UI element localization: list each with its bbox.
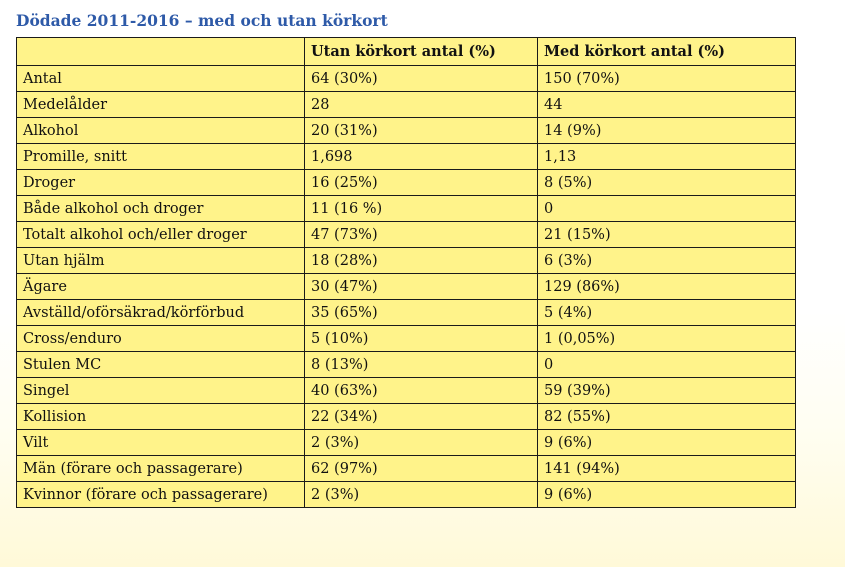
cell-med-korkort: 141 (94%) [538,456,796,482]
cell-utan-korkort: 40 (63%) [305,378,538,404]
row-label: Kollision [17,404,305,430]
cell-utan-korkort: 18 (28%) [305,248,538,274]
cell-med-korkort: 82 (55%) [538,404,796,430]
cell-med-korkort: 0 [538,352,796,378]
table-row [17,170,796,196]
row-label: Totalt alkohol och/eller droger [17,222,305,248]
cell-med-korkort: 1 (0,05%) [538,326,796,352]
cell-utan-korkort: 62 (97%) [305,456,538,482]
table-row [17,352,796,378]
table-row [17,404,796,430]
row-label: Ägare [17,274,305,300]
row-label: Cross/enduro [17,326,305,352]
cell-utan-korkort: 8 (13%) [305,352,538,378]
table-row [17,482,796,508]
cell-utan-korkort: 22 (34%) [305,404,538,430]
cell-med-korkort: 21 (15%) [538,222,796,248]
row-label: Vilt [17,430,305,456]
cell-utan-korkort: 1,698 [305,144,538,170]
cell-utan-korkort: 47 (73%) [305,222,538,248]
table-row [17,196,796,222]
table-row [17,326,796,352]
table-row [17,222,796,248]
row-label: Utan hjälm [17,248,305,274]
header-cell-med-korkort: Med körkort antal (%) [538,38,796,66]
row-label: Droger [17,170,305,196]
table-row [17,248,796,274]
cell-utan-korkort: 28 [305,92,538,118]
table-row [17,300,796,326]
row-label: Antal [17,66,305,92]
comparison-table [16,37,796,508]
table-row [17,144,796,170]
row-label: Både alkohol och droger [17,196,305,222]
table-header-row [17,38,796,66]
cell-utan-korkort: 2 (3%) [305,482,538,508]
cell-utan-korkort: 35 (65%) [305,300,538,326]
cell-med-korkort: 59 (39%) [538,378,796,404]
cell-utan-korkort: 30 (47%) [305,274,538,300]
table-row [17,118,796,144]
cell-med-korkort: 9 (6%) [538,430,796,456]
row-label: Alkohol [17,118,305,144]
cell-utan-korkort: 20 (31%) [305,118,538,144]
cell-utan-korkort: 16 (25%) [305,170,538,196]
header-cell-utan-korkort: Utan körkort antal (%) [305,38,538,66]
table-row [17,430,796,456]
cell-utan-korkort: 11 (16 %) [305,196,538,222]
cell-med-korkort: 6 (3%) [538,248,796,274]
row-label: Promille, snitt [17,144,305,170]
cell-med-korkort: 150 (70%) [538,66,796,92]
row-label: Medelålder [17,92,305,118]
cell-med-korkort: 0 [538,196,796,222]
cell-med-korkort: 9 (6%) [538,482,796,508]
row-label: Stulen MC [17,352,305,378]
cell-utan-korkort: 2 (3%) [305,430,538,456]
cell-med-korkort: 44 [538,92,796,118]
row-label: Singel [17,378,305,404]
cell-med-korkort: 14 (9%) [538,118,796,144]
table-row [17,378,796,404]
row-label: Män (förare och passagerare) [17,456,305,482]
row-label: Kvinnor (förare och passagerare) [17,482,305,508]
table-row [17,274,796,300]
page-title: Dödade 2011-2016 – med och utan körkort [16,11,388,30]
cell-med-korkort: 8 (5%) [538,170,796,196]
cell-utan-korkort: 64 (30%) [305,66,538,92]
cell-med-korkort: 129 (86%) [538,274,796,300]
header-cell-empty [17,38,305,66]
table-row [17,92,796,118]
row-label: Avställd/oförsäkrad/körförbud [17,300,305,326]
table-row [17,456,796,482]
cell-utan-korkort: 5 (10%) [305,326,538,352]
cell-med-korkort: 1,13 [538,144,796,170]
cell-med-korkort: 5 (4%) [538,300,796,326]
table-row [17,66,796,92]
